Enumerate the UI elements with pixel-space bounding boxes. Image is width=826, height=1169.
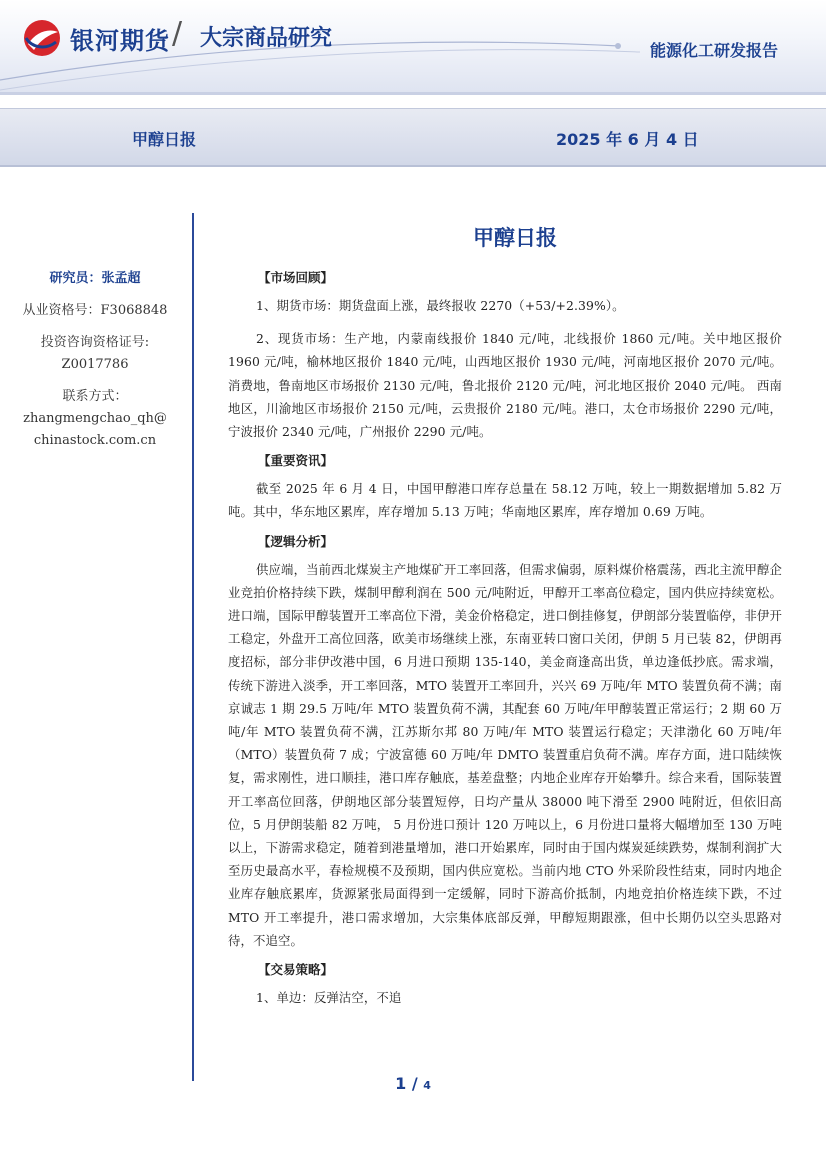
contact-label: 联系方式： <box>62 389 128 404</box>
email-line-1[interactable]: zhangmengchao_qh@ <box>23 411 167 426</box>
page-header <box>0 0 826 95</box>
report-date: 2025 年 6 月 4 日 <box>556 130 699 149</box>
page-separator: / <box>406 1074 424 1093</box>
brand-separator: / <box>172 16 183 51</box>
brand-subtitle: 大宗商品研究 <box>200 26 333 51</box>
consult-label: 投资咨询资格证号: <box>40 335 150 350</box>
report-type: 能源化工研发报告 <box>649 41 778 60</box>
section-heading-strategy: 【交易策略】 <box>258 962 334 978</box>
consult-number: Z0017786 <box>61 357 129 372</box>
license-number: 从业资格号：F3068848 <box>22 303 168 318</box>
market-spot-paragraph: 2、现货市场：生产地，内蒙南线报价 1840 元/吨，北线报价 1860 元/吨。关中地区报价 1960 元/吨，榆林地区报价 1840 元/吨，山西地区报价 1930 元/吨，河南地区报价 2070 元/吨。消费地，鲁南地区市场报价 2130 元/吨，鲁北报价 2120 元/吨，河北地区报价 2040 元/吨。 西南地区，川渝地区市场报价 2150 元/吨，云贵报价 2180 元/吨。港口，太仓市场报价 2290 元/吨，宁波报价 2340 元/吨，广州报价 2290 元/吨。 <box>228 331 782 440</box>
section-heading-analysis: 【逻辑分析】 <box>258 533 334 549</box>
researcher-name: 研究员：张孟超 <box>49 271 141 286</box>
strategy-paragraph: 1、单边：反弹沽空，不追 <box>256 990 402 1006</box>
title-band <box>0 108 826 167</box>
email-line-2[interactable]: chinastock.com.cn <box>33 433 157 448</box>
report-body <box>228 222 782 1017</box>
page-number <box>0 1074 826 1093</box>
document-title: 甲醇日报 <box>473 226 557 250</box>
galaxy-logo-icon <box>22 18 62 58</box>
market-futures-paragraph: 1、期货市场：期货盘面上涨，最终报收 2270（+53/+2.39%）。 <box>256 298 625 313</box>
author-sidebar <box>0 268 190 452</box>
section-heading-market: 【市场回顾】 <box>258 270 334 285</box>
total-pages: 4 <box>423 1079 431 1092</box>
news-paragraph: 截至 2025 年 6 月 4 日，中国甲醇港口库存总量在 58.12 万吨，较上一期数据增加 5.82 万吨。其中，华东地区累库，库存增加 5.13 万吨；华南地区累库，库存增加 0.69 万吨。 <box>228 481 782 520</box>
current-page: 1 <box>395 1074 407 1093</box>
brand-name: 银河期货 <box>70 27 170 55</box>
vertical-divider <box>192 213 194 1081</box>
band-title: 甲醇日报 <box>132 130 197 149</box>
analysis-paragraph: 供应端，当前西北煤炭主产地煤矿开工率回落，但需求偏弱，原料煤价格震荡，西北主流甲醇企业竞拍价格持续下跌，煤制甲醇利润在 500 元/吨附近，甲醇开工率高位稳定，国内供应持续宽松。进口端，国际甲醇装置开工率高位下滑，美金价格稳定，进口倒挂修复，伊朗部分装置临停，非伊开工稳定，外盘开工高位回落，欧美市场继续上涨，东南亚转口窗口关闭，伊朗 5 月已装 82，伊朗再度招标，部分非伊改港中国，6 月进口预期 135-140，美金商逢高出货，单边逢低抄底。需求端，传统下游进入淡季，开工率回落，MTO 装置开工率回升，兴兴 69 万吨/年 MTO 装置负荷不满；南京诚志 1 期 29.5 万吨/年 MTO 装置负荷不满，其配套 60 万吨/年甲醇装置正常运行；2 期 60 万吨/年 MTO 装置负荷不满，江苏斯尔邦 80 万吨/年 MTO 装置运行稳定；天津渤化 60 万吨/年（MTO）装置负荷 7 成；宁波富德 60 万吨/年 DMTO 装置重启负荷不满。库存方面，进口陆续恢复，需求刚性，进口顺挂，港口库存触底，基差盘整；内地企业库存开始攀升。综合来看，国际装置开工率高位回落，伊朗地区部分装置短停，日均产量从 38000 吨下滑至 2900 吨附近，但依旧高位，5 月伊朗装船 82 万吨， 5 月份进口预计 120 万吨以上，6 月份进口量将大幅增加至 130 万吨以上，下游需求稳定，随着到港量增加，港口开始累库，同时由于国内煤炭延续跌势，煤制利润扩大至历史最高水平，春检规模不及预期，国内供应宽松。当前内地 CTO 外采阶段性结束，同时内地企业库存触底累库，货源紧张局面得到一定缓解，同时下游高价抵制，内地竞拍价格连续下跌，不过 MTO 开工率提升，港口需求增加，大宗集体底部反弹，甲醇短期跟涨，但中长期仍以空头思路对待，不追空。 <box>228 561 782 948</box>
section-heading-news: 【重要资讯】 <box>258 453 334 469</box>
